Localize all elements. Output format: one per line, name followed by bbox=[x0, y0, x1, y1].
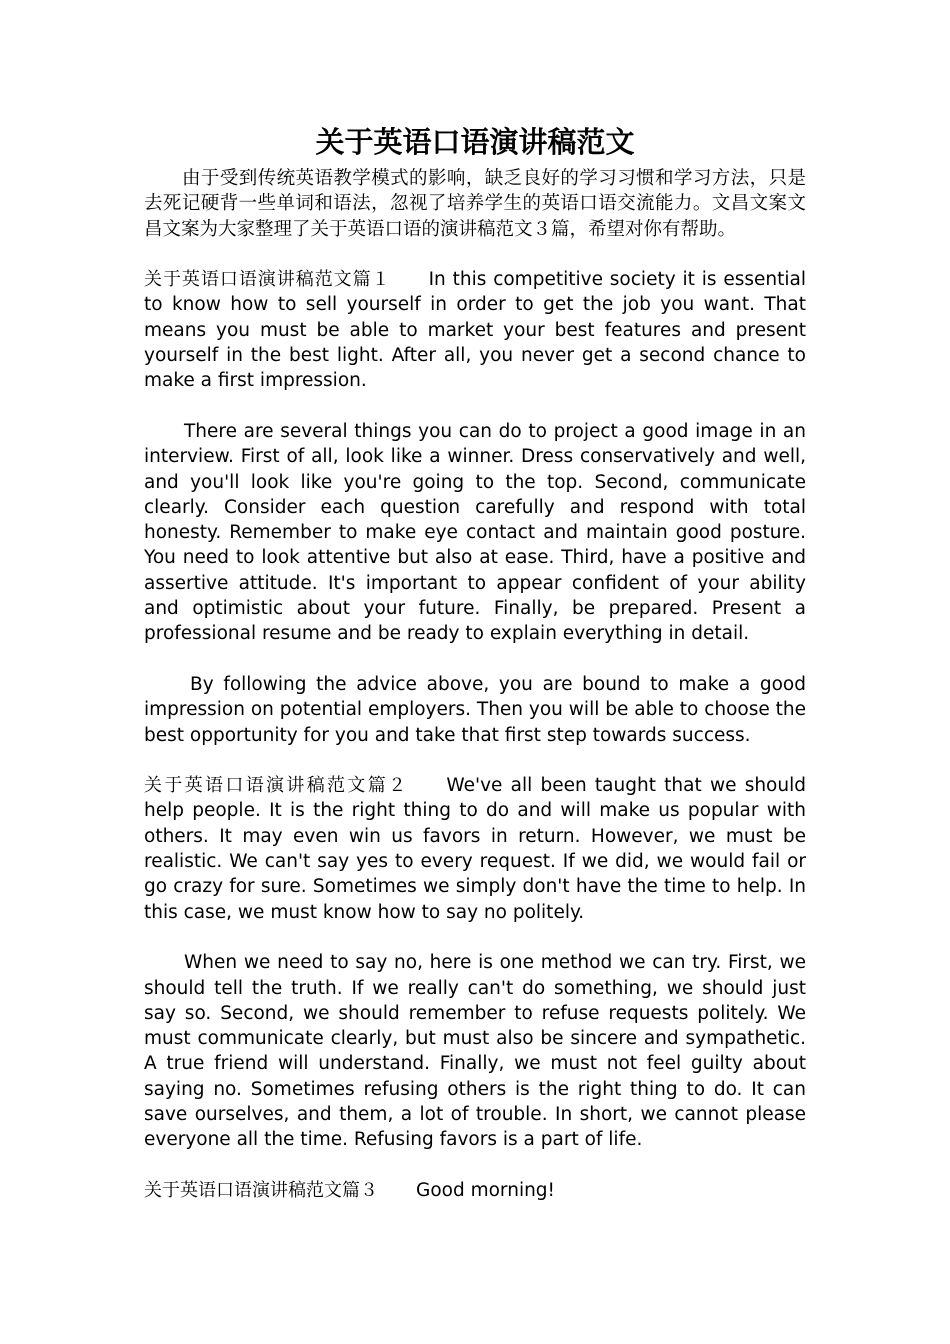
section-1-paragraph-2: There are several things you can do to project a good image in an interview. First of all, look like a winner. Dress conservatively and well, and you'll look like you're going to the top. Second, communicate clearly. Consider each question carefully and respond with total honesty. Remember to make eye contact and maintain good posture. You need to look attentive but also at ease. Third, have a positive and assertive attitude. It's important to appear confident of your ability and optimistic about your future. Finally, be prepared. Present a professional resume and be ready to explain everything in detail. bbox=[144, 420, 806, 645]
paragraph-gap bbox=[144, 925, 806, 950]
intro-paragraph: 由于受到传统英语教学模式的影响，缺乏良好的学习习惯和学习方法，只是去死记硬背一些单词和语法，忽视了培养学生的英语口语交流能力。文昌文案文昌文案为大家整理了关于英语口语的演讲稿范文３篇，希望对你有帮助。 bbox=[144, 168, 806, 240]
section-2-paragraph-2: When we need to say no, here is one method we can try. First, we should tell the truth. If we really can't do something, we should just say so. Second, we should remember to refuse requests politely. We must communicate clearly, but must also be sincere and sympathetic. A true friend will understand. Finally, we must not feel guilty about saying no. Sometimes refusing others is the right thing to do. It can save ourselves, and them, a lot of trouble. In short, we cannot please everyone all the time. Refusing favors is a part of life. bbox=[144, 952, 806, 1151]
section-3-label: 关于英语口语演讲稿范文篇３ bbox=[144, 1179, 378, 1201]
paragraph-gap bbox=[144, 1153, 806, 1178]
section-1-first-text: In this competitive society it is essential to know how to sell yourself in order to get the job you want. That means you must be able to market your best features and present yourself in the best light. After all, you never get a second chance to make a first impression. bbox=[144, 269, 806, 392]
paragraph-gap bbox=[144, 242, 806, 267]
section-3-first-text: Good morning! bbox=[416, 1179, 555, 1201]
section-3-opening bbox=[144, 1178, 806, 1203]
section-2-first-text: We've all been taught that we should help people. It is the right thing to do and will make us popular with others. It may even win us favors in return. However, we must be realistic. We can't say yes to every request. If we did, we would fail or go crazy for sure. Sometimes we simply don't have the time to help. In this case, we must know how to say no politely. bbox=[144, 775, 806, 923]
section-2-opening bbox=[144, 773, 806, 925]
section-1-opening bbox=[144, 267, 806, 393]
paragraph-gap bbox=[144, 748, 806, 773]
document-title: 关于英语口语演讲稿范文 bbox=[315, 125, 635, 159]
section-1-paragraph-3: By following the advice above, you are bound to make a good impression on potential employers. Then you will be able to choose the best opportunity for you and take that first step towards success. bbox=[144, 673, 806, 746]
paragraph-gap bbox=[144, 647, 806, 672]
document-body bbox=[144, 124, 806, 1203]
section-1-label: 关于英语口语演讲稿范文篇１ bbox=[144, 269, 391, 291]
section-2-label: 关于英语口语演讲稿范文篇２ bbox=[144, 775, 409, 797]
paragraph-gap bbox=[144, 394, 806, 419]
